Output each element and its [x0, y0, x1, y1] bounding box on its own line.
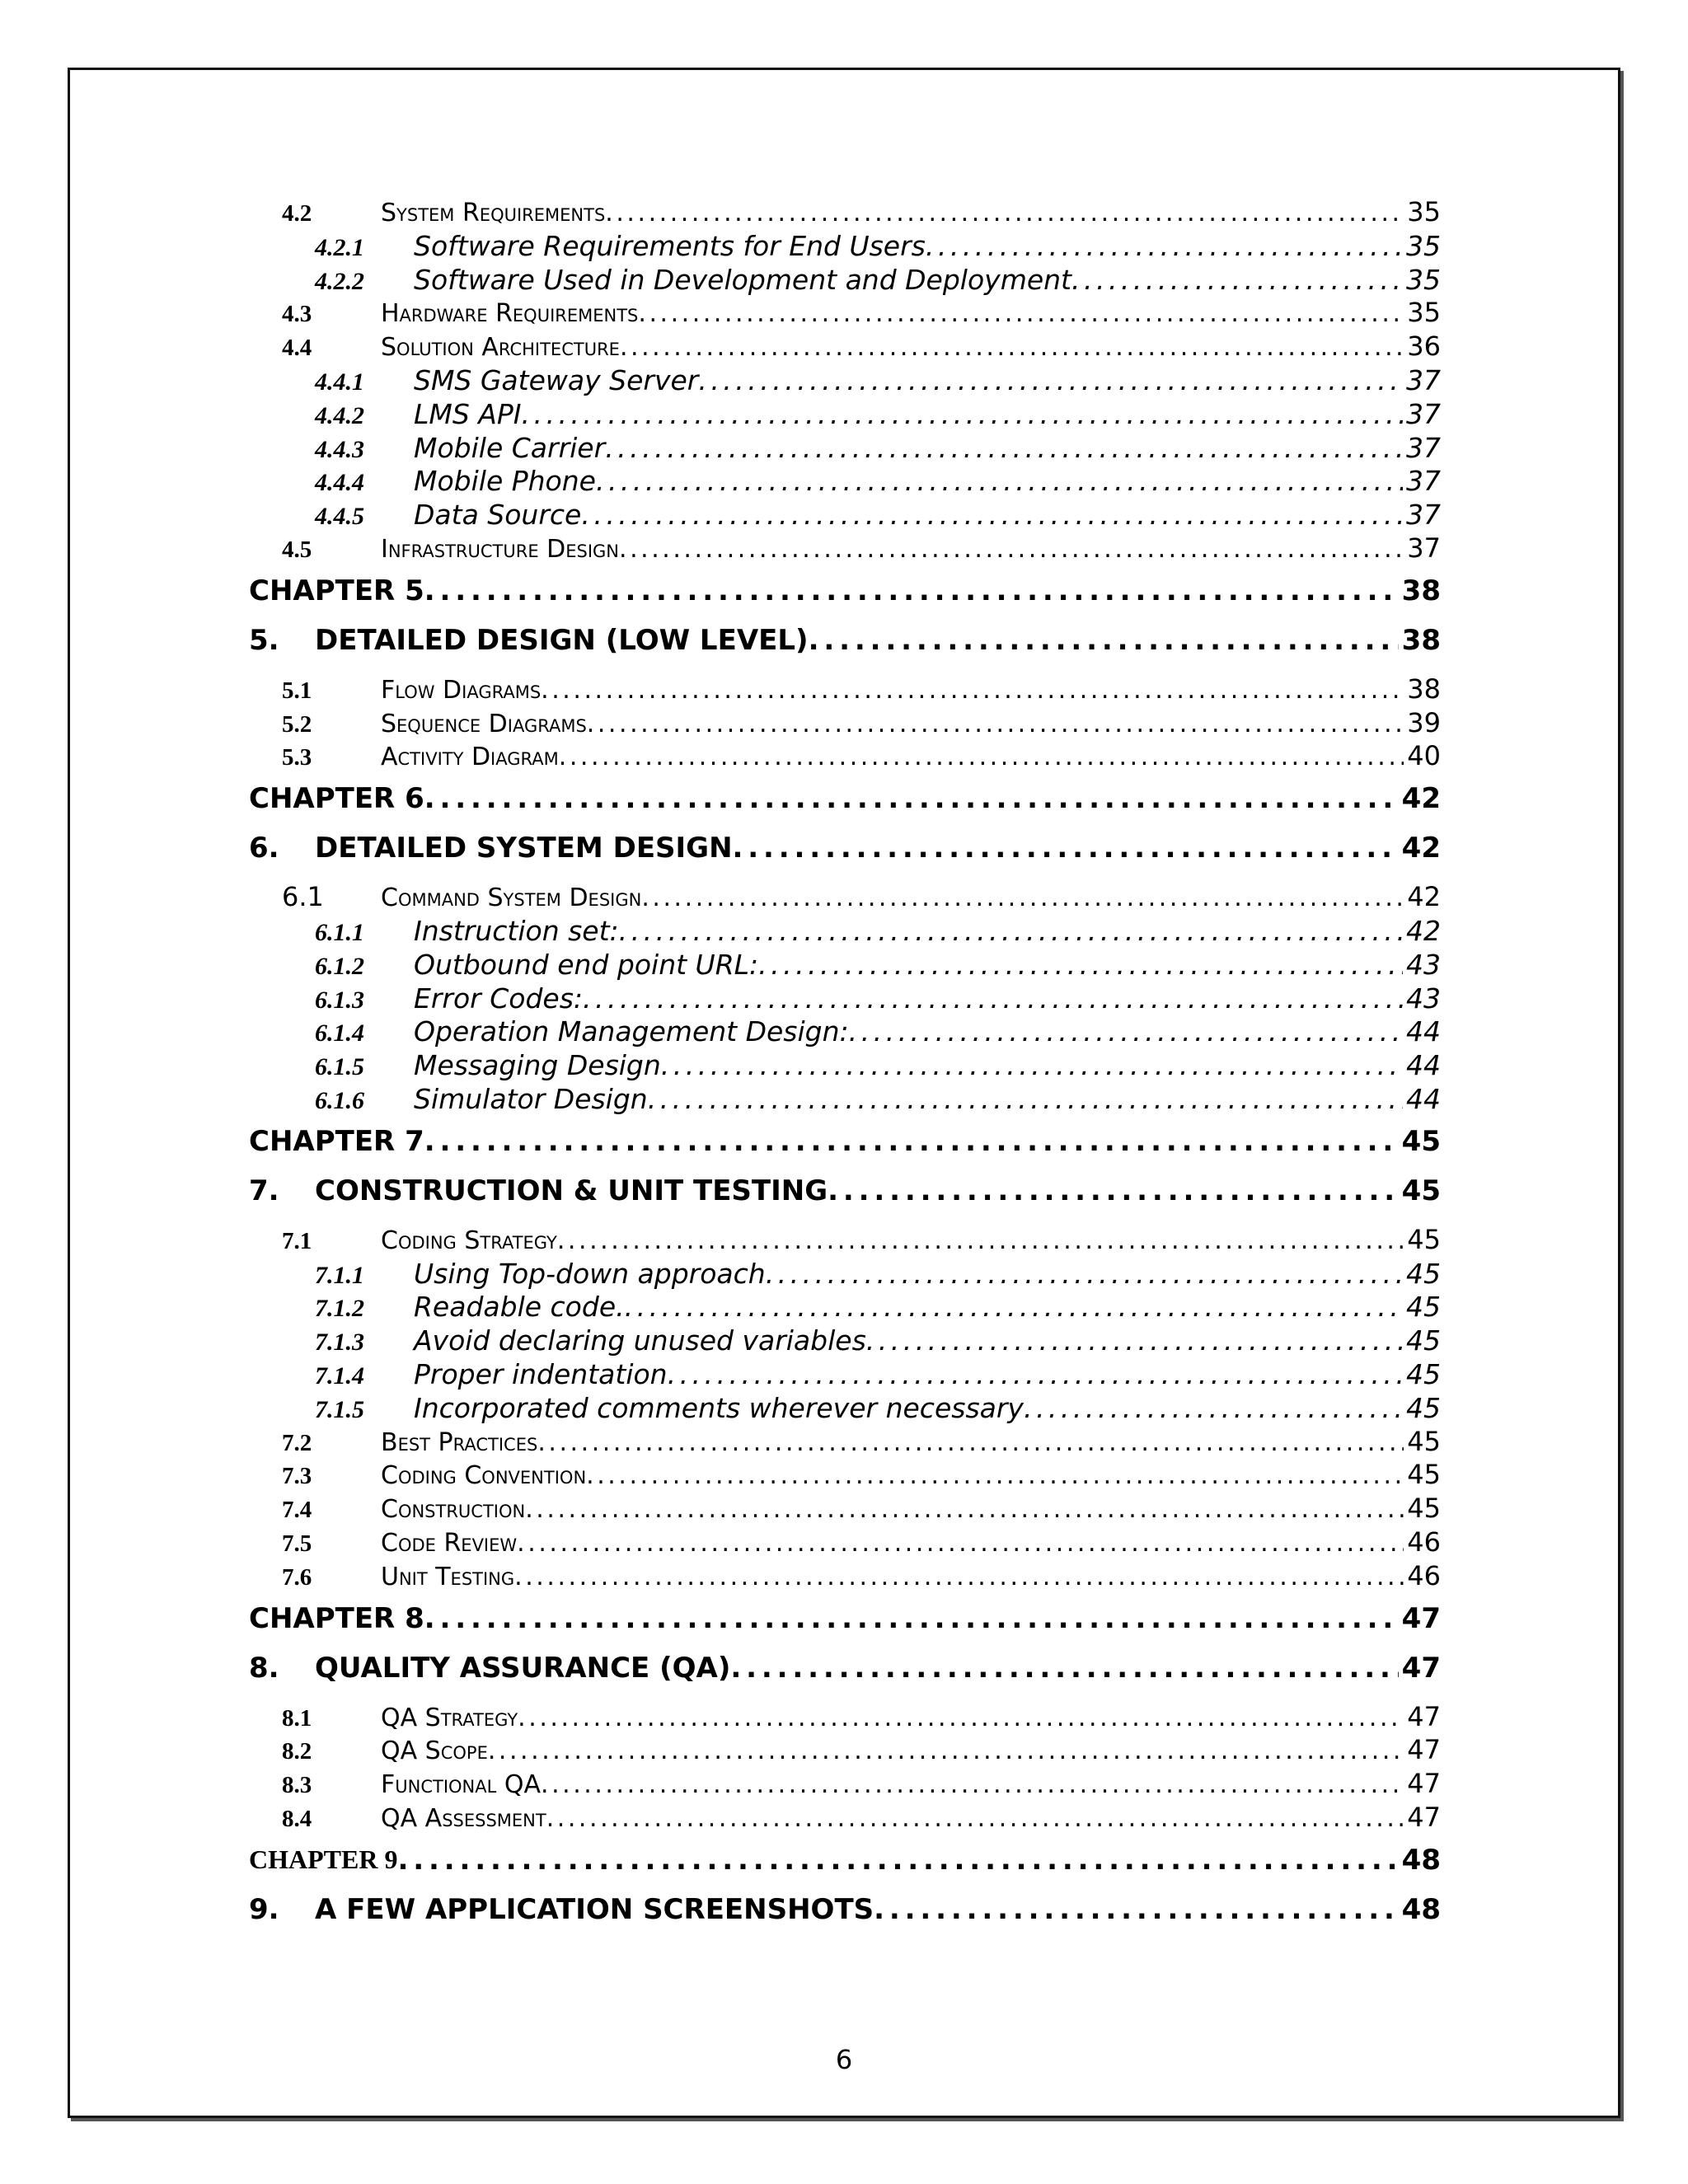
- toc-heading-row[interactable]: [249, 1885, 1441, 1934]
- toc-entry-page: 39: [1407, 706, 1441, 738]
- toc-entry-page: 43: [1406, 982, 1441, 1015]
- toc-entry-number: 7.: [249, 1174, 279, 1207]
- dot-leader: [605, 199, 1404, 227]
- toc-entry-title: QA Strategy: [381, 1703, 518, 1732]
- toc-subsection-row[interactable]: [249, 499, 1441, 532]
- toc-heading-row[interactable]: [249, 823, 1441, 873]
- toc-entry-page: 40: [1407, 740, 1441, 772]
- toc-entry-title: Simulator Design: [414, 1082, 648, 1115]
- dot-leader: [541, 676, 1404, 705]
- toc-entry-page: 48: [1401, 1892, 1441, 1926]
- dot-leader: [541, 1770, 1404, 1799]
- toc-entry-number: 8.4: [282, 1805, 312, 1832]
- table-of-contents: [249, 196, 1441, 1943]
- toc-entry-title: QA Scope: [381, 1736, 488, 1766]
- toc-entry-title: Coding Convention: [381, 1461, 587, 1491]
- toc-entry-page: 38: [1401, 574, 1441, 607]
- toc-subsection-row[interactable]: [249, 1291, 1441, 1324]
- toc-entry-title: CHAPTER 9: [249, 1844, 398, 1875]
- dot-leader: [546, 1804, 1404, 1833]
- toc-section-row[interactable]: [249, 1768, 1441, 1802]
- toc-entry-title: Operation Management Design:: [414, 1015, 849, 1048]
- toc-entry-title: CHAPTER 8: [249, 1601, 424, 1635]
- toc-entry-number: 7.1.1: [315, 1261, 364, 1289]
- toc-section-row[interactable]: [249, 1560, 1441, 1594]
- toc-entry-title: Incorporated comments wherever necessary: [414, 1391, 1024, 1424]
- toc-subsection-row[interactable]: [249, 1324, 1441, 1358]
- toc-entry-title: QA Assessment: [381, 1803, 546, 1833]
- toc-entry-number: 8.: [249, 1651, 279, 1685]
- dot-leader: [518, 1704, 1404, 1732]
- toc-subsection-row[interactable]: [249, 1392, 1441, 1426]
- dot-leader: [522, 398, 1403, 430]
- dot-leader: [849, 1015, 1403, 1047]
- toc-section-row[interactable]: [249, 196, 1441, 230]
- dot-leader: [648, 1083, 1403, 1115]
- toc-entry-title: CHAPTER 7: [249, 1124, 424, 1158]
- toc-entry-title: Solution Architecture: [381, 333, 620, 363]
- toc-entry-number: 4.2.2: [315, 267, 364, 295]
- toc-entry-title: Sequence Diagrams: [381, 709, 587, 738]
- toc-entry-number: 6.1: [282, 881, 324, 913]
- toc-entry-title: CONSTRUCTION & UNIT TESTING: [315, 1174, 828, 1207]
- dot-leader: [587, 710, 1404, 738]
- dot-leader: [581, 499, 1403, 531]
- toc-entry-page: 47: [1401, 1601, 1441, 1635]
- dot-leader: [424, 782, 1399, 815]
- toc-entry-title: Coding Strategy: [381, 1226, 557, 1255]
- toc-entry-page: 35: [1407, 297, 1441, 329]
- dot-leader: [537, 1428, 1404, 1457]
- toc-section-row[interactable]: [249, 532, 1441, 566]
- toc-entry-number: 8.1: [282, 1704, 312, 1732]
- dot-leader: [619, 535, 1404, 564]
- toc-entry-title: Flow Diagrams: [381, 675, 542, 705]
- toc-entry-number: 7.1.2: [315, 1295, 364, 1323]
- page-number: 6: [835, 2044, 853, 2075]
- toc-chapter-row[interactable]: [249, 1594, 1441, 1643]
- toc-heading-row[interactable]: [249, 1643, 1441, 1693]
- toc-entry-page: 37: [1406, 431, 1441, 464]
- dot-leader: [596, 465, 1403, 497]
- toc-entry-number: 7.1: [282, 1227, 312, 1254]
- toc-entry-number: 6.: [249, 832, 279, 865]
- toc-entry-page: 48: [1401, 1843, 1441, 1877]
- dot-leader: [733, 832, 1399, 865]
- toc-entry-title: Infrastructure Design: [381, 534, 619, 564]
- dot-leader: [668, 1358, 1403, 1390]
- toc-section-row[interactable]: [249, 1224, 1441, 1258]
- toc-section-row[interactable]: [249, 330, 1441, 364]
- toc-entry-title: Software Used in Development and Deployment: [414, 263, 1071, 296]
- toc-entry-number: 4.5: [282, 536, 312, 563]
- toc-entry-number: 5.3: [282, 744, 312, 771]
- toc-chapter-row[interactable]: [249, 1117, 1441, 1166]
- toc-entry-number: 7.3: [282, 1463, 312, 1490]
- toc-entry-number: 6.1.1: [315, 918, 364, 946]
- toc-entry-number: 4.4.1: [315, 368, 364, 396]
- toc-entry-number: 7.6: [282, 1563, 312, 1591]
- dot-leader: [557, 1226, 1404, 1255]
- toc-subsection-row[interactable]: [249, 230, 1441, 264]
- toc-subsection-row[interactable]: [249, 1258, 1441, 1291]
- toc-entry-title: CHAPTER 6: [249, 782, 424, 816]
- toc-section-row[interactable]: [249, 1734, 1441, 1768]
- toc-entry-title: Data Source: [414, 499, 582, 532]
- toc-entry-title: Command System Design: [381, 883, 642, 913]
- toc-entry-title: System Requirements: [381, 199, 606, 227]
- toc-subsection-row[interactable]: [249, 1358, 1441, 1392]
- dot-leader: [517, 1529, 1404, 1558]
- dot-leader: [828, 1174, 1399, 1207]
- toc-entry-page: 44: [1406, 1049, 1441, 1082]
- toc-section-row[interactable]: [249, 1426, 1441, 1460]
- dot-leader: [605, 432, 1403, 464]
- toc-section-row[interactable]: [249, 1459, 1441, 1493]
- dot-leader: [559, 743, 1404, 771]
- toc-entry-number: 6.1.4: [315, 1019, 364, 1047]
- toc-entry-title: SMS Gateway Server: [414, 363, 699, 396]
- dot-leader: [638, 299, 1404, 328]
- toc-entry-number: 7.5: [282, 1530, 312, 1557]
- toc-entry-title: Error Codes:: [414, 982, 584, 1015]
- toc-section-row[interactable]: [249, 297, 1441, 330]
- dot-leader: [488, 1736, 1404, 1765]
- toc-entry-page: 45: [1406, 1257, 1441, 1290]
- toc-section-row[interactable]: [249, 881, 1441, 915]
- toc-entry-number: 6.1.2: [315, 952, 364, 980]
- toc-subsection-row[interactable]: [249, 465, 1441, 499]
- toc-section-row[interactable]: [249, 740, 1441, 774]
- toc-entry-number: 4.4.2: [315, 401, 364, 429]
- toc-entry-page: 43: [1406, 948, 1441, 981]
- toc-section-row[interactable]: [249, 673, 1441, 707]
- toc-entry-title: Avoid declaring unused variables: [414, 1324, 866, 1357]
- dot-leader: [1024, 1392, 1403, 1424]
- toc-entry-page: 42: [1401, 782, 1441, 816]
- toc-entry-title: Proper indentation: [414, 1357, 668, 1390]
- toc-entry-page: 42: [1406, 914, 1441, 947]
- dot-leader: [397, 1844, 1398, 1877]
- toc-entry-page: 42: [1407, 881, 1441, 913]
- toc-entry-number: 8.3: [282, 1772, 312, 1799]
- toc-chapter-row[interactable]: [249, 566, 1441, 616]
- toc-entry-number: 6.1.3: [315, 986, 364, 1014]
- toc-entry-page: 45: [1407, 1223, 1441, 1255]
- dot-leader: [866, 1324, 1403, 1357]
- toc-entry-page: 45: [1401, 1124, 1441, 1158]
- toc-entry-title: Construction: [381, 1495, 526, 1525]
- toc-subsection-row[interactable]: [249, 364, 1441, 398]
- toc-entry-number: 7.1.4: [315, 1361, 364, 1390]
- toc-subsection-row[interactable]: [249, 398, 1441, 432]
- toc-entry-number: 8.2: [282, 1738, 312, 1765]
- dot-leader: [586, 1461, 1404, 1490]
- dot-leader: [424, 1602, 1399, 1635]
- toc-section-row[interactable]: [249, 1493, 1441, 1526]
- toc-entry-title: Functional QA: [381, 1770, 541, 1800]
- toc-entry-page: 45: [1406, 1391, 1441, 1424]
- toc-entry-number: 7.4: [282, 1497, 312, 1524]
- toc-entry-number: 5.: [249, 623, 279, 657]
- toc-subsection-row[interactable]: [249, 949, 1441, 982]
- toc-entry-number: 4.4.4: [315, 469, 364, 497]
- dot-leader: [424, 1125, 1399, 1158]
- toc-entry-title: A FEW APPLICATION SCREENSHOTS: [315, 1892, 874, 1926]
- toc-entry-number: 4.4.5: [315, 503, 364, 531]
- toc-entry-title: DETAILED DESIGN (LOW LEVEL): [315, 623, 809, 657]
- toc-subsection-row[interactable]: [249, 915, 1441, 949]
- toc-entry-number: 6.1.5: [315, 1053, 364, 1081]
- toc-entry-page: 47: [1407, 1801, 1441, 1833]
- toc-entry-title: CHAPTER 5: [249, 574, 424, 607]
- toc-entry-page: 45: [1407, 1493, 1441, 1525]
- dot-leader: [730, 1652, 1398, 1685]
- toc-entry-title: Using Top-down approach: [414, 1257, 766, 1290]
- toc-entry-page: 47: [1407, 1734, 1441, 1766]
- toc-subsection-row[interactable]: [249, 1049, 1441, 1083]
- dot-leader: [758, 949, 1403, 981]
- toc-entry-title: Readable code.: [414, 1291, 625, 1324]
- toc-subsection-row[interactable]: [249, 1015, 1441, 1049]
- toc-entry-page: 47: [1407, 1700, 1441, 1732]
- toc-entry-page: 45: [1401, 1174, 1441, 1207]
- toc-entry-number: 4.2: [282, 200, 312, 227]
- toc-entry-page: 44: [1406, 1082, 1441, 1115]
- dot-leader: [525, 1495, 1404, 1524]
- toc-entry-title: Mobile Carrier: [414, 431, 606, 464]
- toc-entry-number: 9.: [249, 1892, 279, 1926]
- dot-leader: [583, 982, 1403, 1015]
- toc-subsection-row[interactable]: [249, 264, 1441, 298]
- dot-leader: [620, 333, 1404, 362]
- toc-entry-page: 37: [1406, 363, 1441, 396]
- toc-entry-page: 37: [1407, 532, 1441, 564]
- dot-leader: [514, 1563, 1404, 1591]
- dot-leader: [641, 883, 1404, 912]
- toc-entry-number: 6.1.6: [315, 1086, 364, 1114]
- toc-entry-title: DETAILED SYSTEM DESIGN: [315, 832, 733, 865]
- toc-entry-page: 37: [1406, 465, 1441, 498]
- dot-leader: [809, 624, 1399, 657]
- toc-subsection-row[interactable]: [249, 1083, 1441, 1117]
- toc-entry-title: QUALITY ASSURANCE (QA): [315, 1651, 731, 1685]
- toc-entry-page: 38: [1407, 673, 1441, 705]
- toc-heading-row[interactable]: [249, 1166, 1441, 1216]
- toc-subsection-row[interactable]: [249, 432, 1441, 466]
- toc-entry-number: 4.4.3: [315, 435, 364, 463]
- toc-chapter-row[interactable]: [249, 1835, 1441, 1885]
- toc-entry-page: 45: [1407, 1459, 1441, 1491]
- dot-leader: [625, 1291, 1403, 1323]
- toc-entry-page: 38: [1401, 623, 1441, 657]
- toc-entry-title: Code Review: [381, 1528, 518, 1558]
- toc-entry-number: 5.1: [282, 677, 312, 704]
- toc-entry-title: Hardware Requirements: [381, 299, 639, 329]
- toc-subsection-row[interactable]: [249, 982, 1441, 1016]
- toc-entry-page: 45: [1407, 1425, 1441, 1457]
- toc-entry-page: 36: [1407, 330, 1441, 363]
- toc-entry-page: 47: [1401, 1651, 1441, 1685]
- toc-entry-number: 4.2.1: [315, 233, 364, 261]
- toc-entry-page: 35: [1407, 196, 1441, 227]
- dot-leader: [766, 1258, 1403, 1290]
- dot-leader: [619, 915, 1403, 947]
- toc-entry-title: Outbound end point URL:: [414, 948, 759, 981]
- toc-entry-page: 42: [1401, 832, 1441, 865]
- toc-entry-title: Best Practices: [381, 1427, 538, 1457]
- toc-entry-title: Messaging Design: [414, 1049, 661, 1082]
- toc-entry-page: 37: [1406, 397, 1441, 430]
- toc-entry-page: 45: [1406, 1357, 1441, 1390]
- toc-entry-title: LMS API: [414, 397, 522, 430]
- toc-chapter-row[interactable]: [249, 774, 1441, 823]
- toc-heading-row[interactable]: [249, 616, 1441, 665]
- toc-entry-title: Mobile Phone: [414, 465, 596, 498]
- toc-entry-page: 47: [1407, 1768, 1441, 1800]
- toc-entry-page: 44: [1406, 1015, 1441, 1048]
- toc-entry-number: 4.3: [282, 301, 312, 328]
- toc-entry-number: 7.1.3: [315, 1329, 364, 1357]
- dot-leader: [926, 230, 1403, 262]
- toc-entry-number: 7.2: [282, 1429, 312, 1456]
- toc-entry-page: 37: [1406, 499, 1441, 532]
- toc-entry-number: 7.1.5: [315, 1395, 364, 1423]
- toc-entry-title: Software Requirements for End Users: [414, 229, 926, 262]
- toc-section-row[interactable]: [249, 1526, 1441, 1560]
- toc-entry-page: 46: [1407, 1526, 1441, 1558]
- toc-entry-page: 46: [1407, 1559, 1441, 1591]
- toc-entry-title: Instruction set:: [414, 914, 619, 947]
- toc-entry-page: 35: [1406, 229, 1441, 262]
- toc-entry-page: 35: [1406, 263, 1441, 296]
- toc-entry-page: 45: [1406, 1324, 1441, 1357]
- toc-entry-number: 4.4: [282, 335, 312, 362]
- toc-entry-page: 45: [1406, 1291, 1441, 1324]
- dot-leader: [424, 574, 1399, 607]
- dot-leader: [698, 364, 1403, 396]
- toc-section-row[interactable]: [249, 707, 1441, 741]
- toc-entry-title: Activity Diagram: [381, 743, 559, 772]
- toc-entry-number: 5.2: [282, 710, 312, 738]
- toc-section-row[interactable]: [249, 1802, 1441, 1835]
- dot-leader: [1071, 264, 1403, 296]
- dot-leader: [874, 1893, 1399, 1926]
- toc-entry-title: Unit Testing: [381, 1562, 515, 1591]
- dot-leader: [661, 1049, 1403, 1081]
- toc-section-row[interactable]: [249, 1701, 1441, 1735]
